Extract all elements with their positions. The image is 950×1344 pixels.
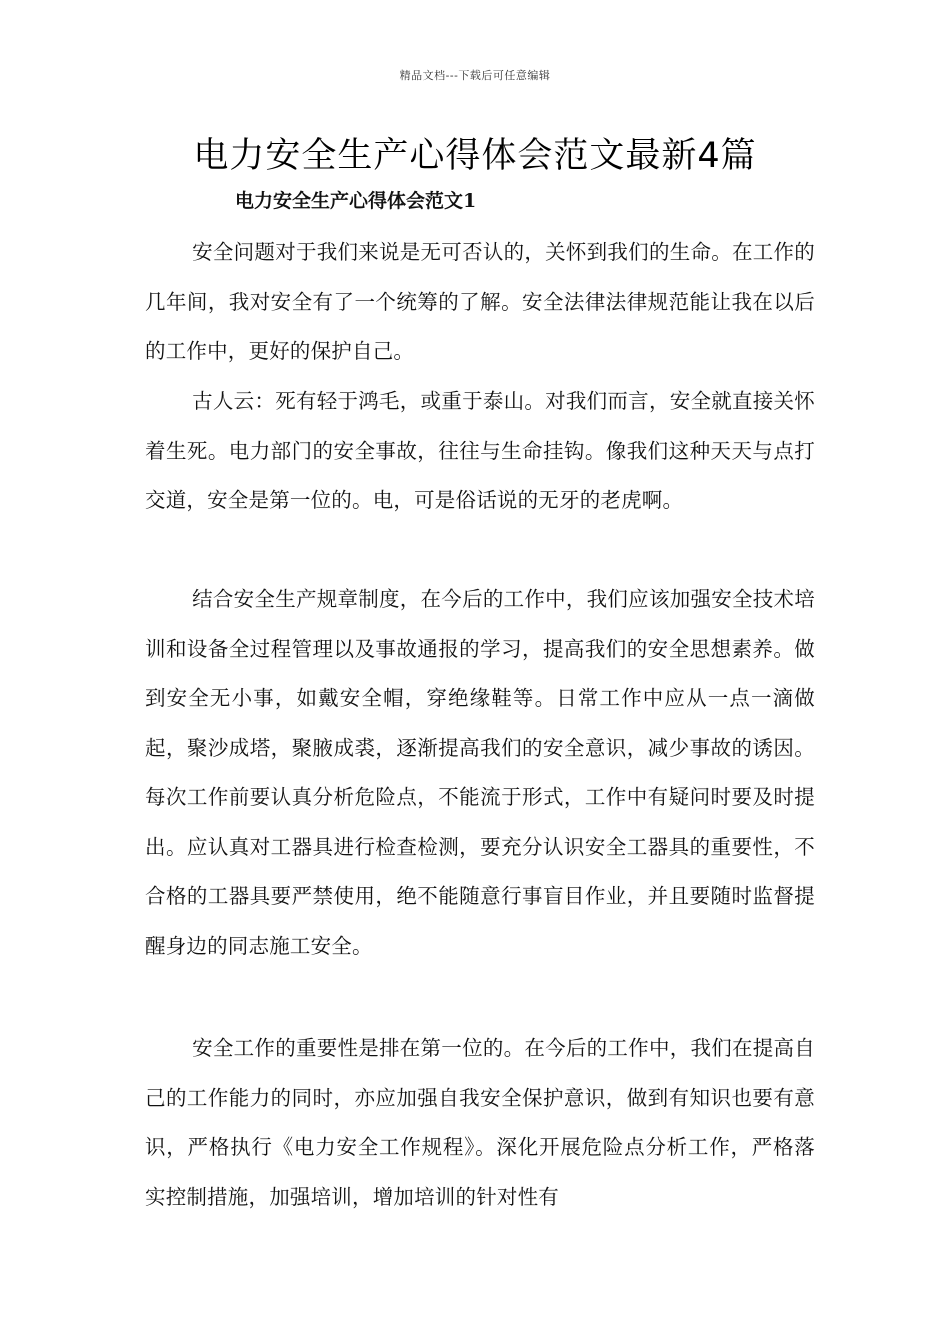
header-note: 精品文档---下载后可任意编辑: [399, 69, 551, 82]
body-paragraph-2: [145, 377, 815, 526]
body-paragraph-1: [145, 228, 815, 377]
body-paragraph-4: [145, 1024, 815, 1222]
paragraph-text: 古人云：死有轻于鸿毛，或重于泰山。对我们而言，安全就直接关怀着生死。电力部门的安全事故，往往与生命挂钩。像我们这种天天与点打交道，安全是第一位的。电，可是俗话说的无牙的老虎啊。: [145, 389, 815, 512]
body-paragraph-3: [145, 575, 815, 971]
section-heading: 电力安全生产心得体会范文1: [235, 190, 477, 212]
document-title: 电力安全生产心得体会范文最新4篇: [193, 136, 757, 176]
paragraph-text: 安全问题对于我们来说是无可否认的，关怀到我们的生命。在工作的几年间，我对安全有了一个统筹的了解。安全法律法律规范能让我在以后的工作中，更好的保护自己。: [145, 240, 815, 363]
paragraph-text: 结合安全生产规章制度，在今后的工作中，我们应该加强安全技术培训和设备全过程管理以及事故通报的学习，提高我们的安全思想素养。做到安全无小事，如戴安全帽，穿绝缘鞋等。日常工作中应从一点一滴做起，聚沙成塔，聚腋成裘，逐渐提高我们的安全意识，减少事故的诱因。每次工作前要认真分析危险点，不能流于形式，工作中有疑问时要及时提出。应认真对工器具进行检查检测，要充分认识安全工器具的重要性，不合格的工器具要严禁使用，绝不能随意行事盲目作业，并且要随时监督提醒身边的同志施工安全。: [145, 587, 815, 958]
paragraph-text: 安全工作的重要性是排在第一位的。在今后的工作中，我们在提高自己的工作能力的同时，亦应加强自我安全保护意识，做到有知识也要有意识，严格执行《电力安全工作规程》。深化开展危险点分析工作，严格落实控制措施，加强培训，增加培训的针对性有: [145, 1036, 815, 1209]
